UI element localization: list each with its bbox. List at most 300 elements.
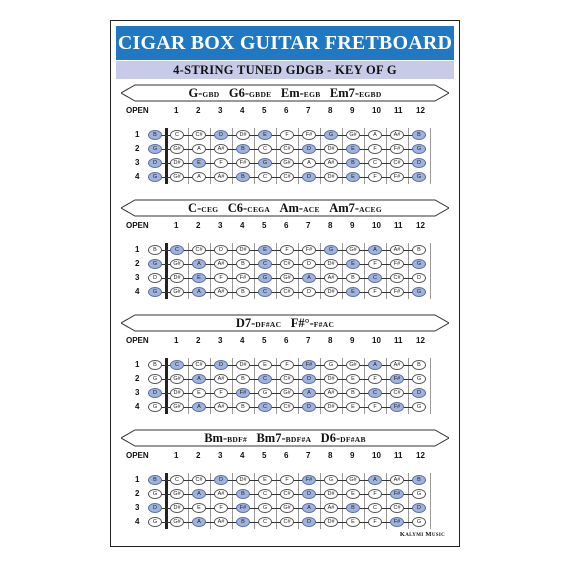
string-number: 3 bbox=[135, 273, 140, 282]
string-number: 4 bbox=[135, 402, 140, 411]
note-marker: D# bbox=[324, 374, 338, 384]
fret-number: 8 bbox=[328, 221, 333, 230]
note-marker: F# bbox=[390, 517, 404, 527]
chord-notes: CEGA bbox=[247, 205, 271, 214]
chord-names bbox=[121, 84, 449, 102]
string-number: 1 bbox=[135, 360, 140, 369]
note-marker: D# bbox=[170, 388, 184, 398]
chord-notes: EGBD bbox=[359, 90, 382, 99]
note-marker: B bbox=[412, 130, 426, 140]
chord-banner bbox=[121, 314, 449, 332]
note-marker: C# bbox=[390, 273, 404, 283]
note-marker: G# bbox=[280, 273, 294, 283]
note-marker: D bbox=[148, 503, 162, 513]
note-marker: G bbox=[412, 144, 426, 154]
note-marker: D# bbox=[236, 245, 250, 255]
note-marker: A# bbox=[324, 503, 338, 513]
string-number: 2 bbox=[135, 374, 140, 383]
note-marker: C# bbox=[280, 402, 294, 412]
fret-number: 2 bbox=[196, 451, 201, 460]
note-marker: A# bbox=[214, 517, 228, 527]
nut-line bbox=[165, 358, 168, 414]
fret-number: 7 bbox=[306, 451, 311, 460]
note-marker: A# bbox=[390, 130, 404, 140]
note-marker: G# bbox=[170, 144, 184, 154]
chord-name: G- bbox=[188, 86, 203, 100]
note-marker: F# bbox=[390, 489, 404, 499]
chord-notes: ACE bbox=[303, 205, 320, 214]
note-marker: F# bbox=[390, 402, 404, 412]
chord-names bbox=[121, 314, 449, 332]
note-marker: G# bbox=[346, 360, 360, 370]
note-marker: A# bbox=[214, 374, 228, 384]
note-marker: A bbox=[368, 245, 382, 255]
note-marker: A bbox=[302, 273, 316, 283]
string-number: 2 bbox=[135, 259, 140, 268]
fret-number: 9 bbox=[350, 336, 355, 345]
note-marker: E bbox=[192, 503, 206, 513]
note-marker: E bbox=[192, 158, 206, 168]
fret-line bbox=[342, 128, 343, 184]
note-marker: A bbox=[302, 158, 316, 168]
note-marker: G# bbox=[280, 158, 294, 168]
fret-line bbox=[188, 243, 189, 299]
fret-number: 12 bbox=[416, 221, 425, 230]
chord-notes: BDF# bbox=[227, 435, 248, 444]
note-marker: C bbox=[170, 475, 184, 485]
note-marker: D# bbox=[324, 489, 338, 499]
fret-line bbox=[210, 473, 211, 529]
fret-number: 5 bbox=[262, 106, 267, 115]
note-marker: A# bbox=[214, 402, 228, 412]
note-marker: F bbox=[214, 158, 228, 168]
chord-name: Bm7- bbox=[256, 431, 286, 445]
note-marker: D bbox=[214, 245, 228, 255]
note-marker: G# bbox=[346, 475, 360, 485]
open-label: OPEN bbox=[126, 451, 149, 460]
fret-line bbox=[210, 128, 211, 184]
fret-line bbox=[254, 358, 255, 414]
fret-number: 8 bbox=[328, 336, 333, 345]
note-marker: F bbox=[214, 503, 228, 513]
note-marker: A# bbox=[324, 158, 338, 168]
note-marker: G# bbox=[346, 130, 360, 140]
note-marker: F bbox=[368, 144, 382, 154]
note-marker: C bbox=[258, 144, 272, 154]
note-marker: B bbox=[236, 402, 250, 412]
chord-name: C6- bbox=[227, 201, 248, 215]
fret-number: 6 bbox=[284, 336, 289, 345]
chord-banner bbox=[121, 429, 449, 447]
fret-number: 1 bbox=[174, 336, 179, 345]
note-marker: F bbox=[368, 374, 382, 384]
note-marker: E bbox=[346, 402, 360, 412]
note-marker: G# bbox=[280, 503, 294, 513]
chord-section bbox=[111, 199, 459, 301]
note-marker: C# bbox=[280, 259, 294, 269]
note-marker: G bbox=[148, 402, 162, 412]
string-number: 4 bbox=[135, 517, 140, 526]
chord-name: D6- bbox=[320, 431, 341, 445]
note-marker: G bbox=[148, 517, 162, 527]
note-marker: B bbox=[236, 287, 250, 297]
chord-name: G6- bbox=[228, 86, 250, 100]
note-marker: E bbox=[258, 475, 272, 485]
note-marker: G bbox=[412, 172, 426, 182]
fret-line bbox=[386, 128, 387, 184]
note-marker: C# bbox=[280, 489, 294, 499]
fret-line bbox=[254, 243, 255, 299]
fret-number: 11 bbox=[394, 451, 403, 460]
fret-line bbox=[320, 243, 321, 299]
note-marker: B bbox=[236, 172, 250, 182]
note-marker: G# bbox=[170, 489, 184, 499]
note-marker: C bbox=[170, 360, 184, 370]
fret-number-row bbox=[111, 451, 459, 461]
note-marker: C bbox=[258, 374, 272, 384]
note-marker: F# bbox=[236, 273, 250, 283]
note-marker: A# bbox=[214, 259, 228, 269]
note-marker: E bbox=[346, 374, 360, 384]
note-marker: B bbox=[346, 158, 360, 168]
fret-line bbox=[408, 243, 409, 299]
note-marker: C# bbox=[280, 374, 294, 384]
note-marker: F# bbox=[390, 287, 404, 297]
note-marker: C bbox=[368, 273, 382, 283]
note-marker: C# bbox=[192, 245, 206, 255]
fret-number: 5 bbox=[262, 221, 267, 230]
fret-line bbox=[254, 473, 255, 529]
note-marker: D# bbox=[324, 517, 338, 527]
string-number: 4 bbox=[135, 172, 140, 181]
fret-number: 8 bbox=[328, 451, 333, 460]
fret-line bbox=[408, 473, 409, 529]
note-marker: G bbox=[148, 259, 162, 269]
note-marker: D bbox=[302, 374, 316, 384]
note-marker: F# bbox=[302, 475, 316, 485]
fret-line bbox=[320, 128, 321, 184]
note-marker: A bbox=[192, 489, 206, 499]
chord-section bbox=[111, 84, 459, 186]
chord-notes: GBDE bbox=[249, 90, 272, 99]
note-marker: G bbox=[148, 144, 162, 154]
chord-name: D7- bbox=[235, 316, 256, 330]
note-marker: D bbox=[302, 144, 316, 154]
fret-line bbox=[408, 358, 409, 414]
string-number: 3 bbox=[135, 388, 140, 397]
fret-line bbox=[364, 128, 365, 184]
fret-number: 4 bbox=[240, 221, 245, 230]
note-marker: D bbox=[214, 360, 228, 370]
fret-number: 1 bbox=[174, 221, 179, 230]
note-marker: F bbox=[280, 130, 294, 140]
note-marker: A# bbox=[324, 388, 338, 398]
note-marker: G bbox=[148, 489, 162, 499]
note-marker: A# bbox=[214, 287, 228, 297]
poster-title: CIGAR BOX GUITAR FRETBOARD bbox=[116, 26, 454, 60]
note-marker: C bbox=[368, 388, 382, 398]
note-marker: G bbox=[412, 489, 426, 499]
note-marker: F bbox=[280, 245, 294, 255]
fret-line bbox=[298, 473, 299, 529]
fret-number: 1 bbox=[174, 106, 179, 115]
fret-line bbox=[320, 358, 321, 414]
note-marker: A bbox=[192, 172, 206, 182]
note-marker: E bbox=[346, 144, 360, 154]
fret-number: 1 bbox=[174, 451, 179, 460]
note-marker: D bbox=[412, 503, 426, 513]
note-marker: A# bbox=[214, 489, 228, 499]
note-marker: A bbox=[302, 503, 316, 513]
note-marker: B bbox=[148, 245, 162, 255]
string-number: 3 bbox=[135, 503, 140, 512]
chord-notes: EGB bbox=[303, 90, 321, 99]
fret-number: 3 bbox=[218, 336, 223, 345]
note-marker: G bbox=[412, 402, 426, 412]
fret-line bbox=[386, 473, 387, 529]
note-marker: C bbox=[258, 489, 272, 499]
fret-line bbox=[188, 473, 189, 529]
fret-number: 3 bbox=[218, 221, 223, 230]
poster-subtitle: 4-STRING TUNED GDGB - KEY OF G bbox=[116, 61, 454, 79]
chord-name: Em7- bbox=[329, 86, 360, 100]
note-marker: G bbox=[148, 172, 162, 182]
note-marker: D bbox=[302, 402, 316, 412]
fret-line bbox=[430, 358, 431, 414]
fret-line bbox=[364, 473, 365, 529]
note-marker: G bbox=[412, 287, 426, 297]
fret-line bbox=[276, 243, 277, 299]
note-marker: D bbox=[412, 273, 426, 283]
note-marker: G bbox=[258, 388, 272, 398]
fretboard-poster bbox=[110, 20, 460, 547]
note-marker: C# bbox=[280, 172, 294, 182]
fret-number: 4 bbox=[240, 451, 245, 460]
note-marker: D# bbox=[236, 360, 250, 370]
fret-line bbox=[364, 243, 365, 299]
chord-notes: GBD bbox=[202, 90, 220, 99]
fret-number: 10 bbox=[372, 451, 381, 460]
note-marker: B bbox=[236, 374, 250, 384]
note-marker: D bbox=[302, 172, 316, 182]
note-marker: E bbox=[192, 273, 206, 283]
note-marker: F bbox=[368, 517, 382, 527]
string-number: 2 bbox=[135, 144, 140, 153]
note-marker: F bbox=[280, 475, 294, 485]
note-marker: F# bbox=[390, 144, 404, 154]
note-marker: E bbox=[346, 287, 360, 297]
note-marker: A bbox=[368, 130, 382, 140]
fret-line bbox=[232, 473, 233, 529]
chord-name: C- bbox=[188, 201, 202, 215]
note-marker: F bbox=[368, 402, 382, 412]
fret-line bbox=[232, 128, 233, 184]
fret-line bbox=[276, 473, 277, 529]
fret-number: 6 bbox=[284, 106, 289, 115]
string-number: 1 bbox=[135, 245, 140, 254]
note-marker: C bbox=[258, 259, 272, 269]
fret-number: 7 bbox=[306, 336, 311, 345]
note-marker: D# bbox=[324, 172, 338, 182]
fret-number: 12 bbox=[416, 451, 425, 460]
note-marker: B bbox=[412, 360, 426, 370]
fret-number: 2 bbox=[196, 336, 201, 345]
note-marker: G# bbox=[280, 388, 294, 398]
chord-notes: BDF#A bbox=[285, 435, 312, 444]
fret-line bbox=[364, 358, 365, 414]
note-marker: B bbox=[346, 273, 360, 283]
fret-line bbox=[430, 473, 431, 529]
note-marker: F# bbox=[236, 503, 250, 513]
note-marker: G# bbox=[170, 172, 184, 182]
fret-number: 6 bbox=[284, 221, 289, 230]
chord-notes: DF#AC bbox=[255, 320, 282, 329]
note-marker: B bbox=[236, 517, 250, 527]
fret-line bbox=[188, 358, 189, 414]
credit-label: Kalymi Music bbox=[399, 531, 445, 538]
note-marker: G bbox=[148, 374, 162, 384]
note-marker: G# bbox=[170, 259, 184, 269]
fret-number: 12 bbox=[416, 336, 425, 345]
chord-name: Bm- bbox=[204, 431, 228, 445]
chord-name: Am7- bbox=[329, 201, 360, 215]
fret-number: 5 bbox=[262, 336, 267, 345]
note-marker: D bbox=[148, 158, 162, 168]
note-marker: D# bbox=[324, 259, 338, 269]
fret-line bbox=[298, 128, 299, 184]
string-number: 2 bbox=[135, 489, 140, 498]
fret-number: 7 bbox=[306, 221, 311, 230]
note-marker: G bbox=[324, 245, 338, 255]
note-marker: C bbox=[258, 172, 272, 182]
note-marker: B bbox=[236, 259, 250, 269]
note-marker: A bbox=[192, 287, 206, 297]
chord-notes: CEG bbox=[201, 205, 219, 214]
fret-line bbox=[298, 243, 299, 299]
fret-line bbox=[276, 358, 277, 414]
note-marker: D# bbox=[324, 402, 338, 412]
fret-line bbox=[342, 473, 343, 529]
note-marker: B bbox=[346, 503, 360, 513]
nut-line bbox=[165, 128, 168, 184]
note-marker: C# bbox=[280, 144, 294, 154]
note-marker: G bbox=[148, 287, 162, 297]
note-marker: A bbox=[368, 475, 382, 485]
note-marker: D# bbox=[236, 130, 250, 140]
fret-line bbox=[298, 358, 299, 414]
note-marker: E bbox=[346, 517, 360, 527]
fret-number: 3 bbox=[218, 451, 223, 460]
open-label: OPEN bbox=[126, 336, 149, 345]
note-marker: F# bbox=[302, 130, 316, 140]
note-marker: C bbox=[368, 503, 382, 513]
fret-number: 11 bbox=[394, 106, 403, 115]
note-marker: G bbox=[258, 273, 272, 283]
note-marker: B bbox=[148, 360, 162, 370]
open-label: OPEN bbox=[126, 221, 149, 230]
note-marker: C# bbox=[192, 475, 206, 485]
fret-number: 5 bbox=[262, 451, 267, 460]
fret-line bbox=[430, 128, 431, 184]
note-marker: C# bbox=[192, 130, 206, 140]
note-marker: G bbox=[412, 517, 426, 527]
note-marker: E bbox=[258, 130, 272, 140]
note-marker: F# bbox=[302, 245, 316, 255]
note-marker: G# bbox=[170, 517, 184, 527]
note-marker: B bbox=[236, 489, 250, 499]
note-marker: F# bbox=[302, 360, 316, 370]
note-marker: G bbox=[258, 503, 272, 513]
note-marker: D bbox=[214, 475, 228, 485]
note-marker: D bbox=[148, 388, 162, 398]
fret-number: 10 bbox=[372, 221, 381, 230]
note-marker: B bbox=[412, 475, 426, 485]
string-number: 1 bbox=[135, 130, 140, 139]
note-marker: G bbox=[324, 360, 338, 370]
note-marker: F# bbox=[390, 172, 404, 182]
note-marker: D bbox=[412, 158, 426, 168]
chord-section bbox=[111, 314, 459, 416]
chord-notes: F#AC bbox=[313, 320, 335, 329]
note-marker: C bbox=[258, 287, 272, 297]
note-marker: D bbox=[302, 517, 316, 527]
fret-line bbox=[408, 128, 409, 184]
fret-number-row bbox=[111, 221, 459, 231]
note-marker: C# bbox=[192, 360, 206, 370]
fret-number: 2 bbox=[196, 221, 201, 230]
note-marker: A bbox=[192, 517, 206, 527]
fret-line bbox=[210, 243, 211, 299]
fret-number-row bbox=[111, 336, 459, 346]
note-marker: F bbox=[214, 273, 228, 283]
note-marker: E bbox=[346, 259, 360, 269]
note-marker: A bbox=[192, 402, 206, 412]
fret-number: 11 bbox=[394, 221, 403, 230]
chord-notes: ACEG bbox=[359, 205, 382, 214]
note-marker: E bbox=[258, 360, 272, 370]
note-marker: G bbox=[324, 475, 338, 485]
note-marker: A bbox=[192, 374, 206, 384]
fret-number: 10 bbox=[372, 106, 381, 115]
note-marker: C# bbox=[390, 158, 404, 168]
fret-number: 6 bbox=[284, 451, 289, 460]
fret-number-row bbox=[111, 106, 459, 116]
fret-line bbox=[232, 243, 233, 299]
note-marker: F bbox=[368, 259, 382, 269]
note-marker: F# bbox=[390, 374, 404, 384]
note-marker: E bbox=[346, 172, 360, 182]
fret-line bbox=[188, 128, 189, 184]
note-marker: D# bbox=[170, 158, 184, 168]
note-marker: A bbox=[192, 144, 206, 154]
fret-line bbox=[342, 358, 343, 414]
fret-line bbox=[430, 243, 431, 299]
note-marker: C bbox=[258, 517, 272, 527]
note-marker: D# bbox=[170, 273, 184, 283]
note-marker: A# bbox=[324, 273, 338, 283]
note-marker: D bbox=[412, 388, 426, 398]
note-marker: C# bbox=[280, 287, 294, 297]
note-marker: F bbox=[368, 489, 382, 499]
fret-number: 8 bbox=[328, 106, 333, 115]
open-label: OPEN bbox=[126, 106, 149, 115]
fret-number: 4 bbox=[240, 336, 245, 345]
note-marker: C bbox=[170, 245, 184, 255]
chord-name: Em- bbox=[280, 86, 304, 100]
fret-number: 4 bbox=[240, 106, 245, 115]
note-marker: B bbox=[412, 245, 426, 255]
chord-notes: DF#AB bbox=[340, 435, 366, 444]
